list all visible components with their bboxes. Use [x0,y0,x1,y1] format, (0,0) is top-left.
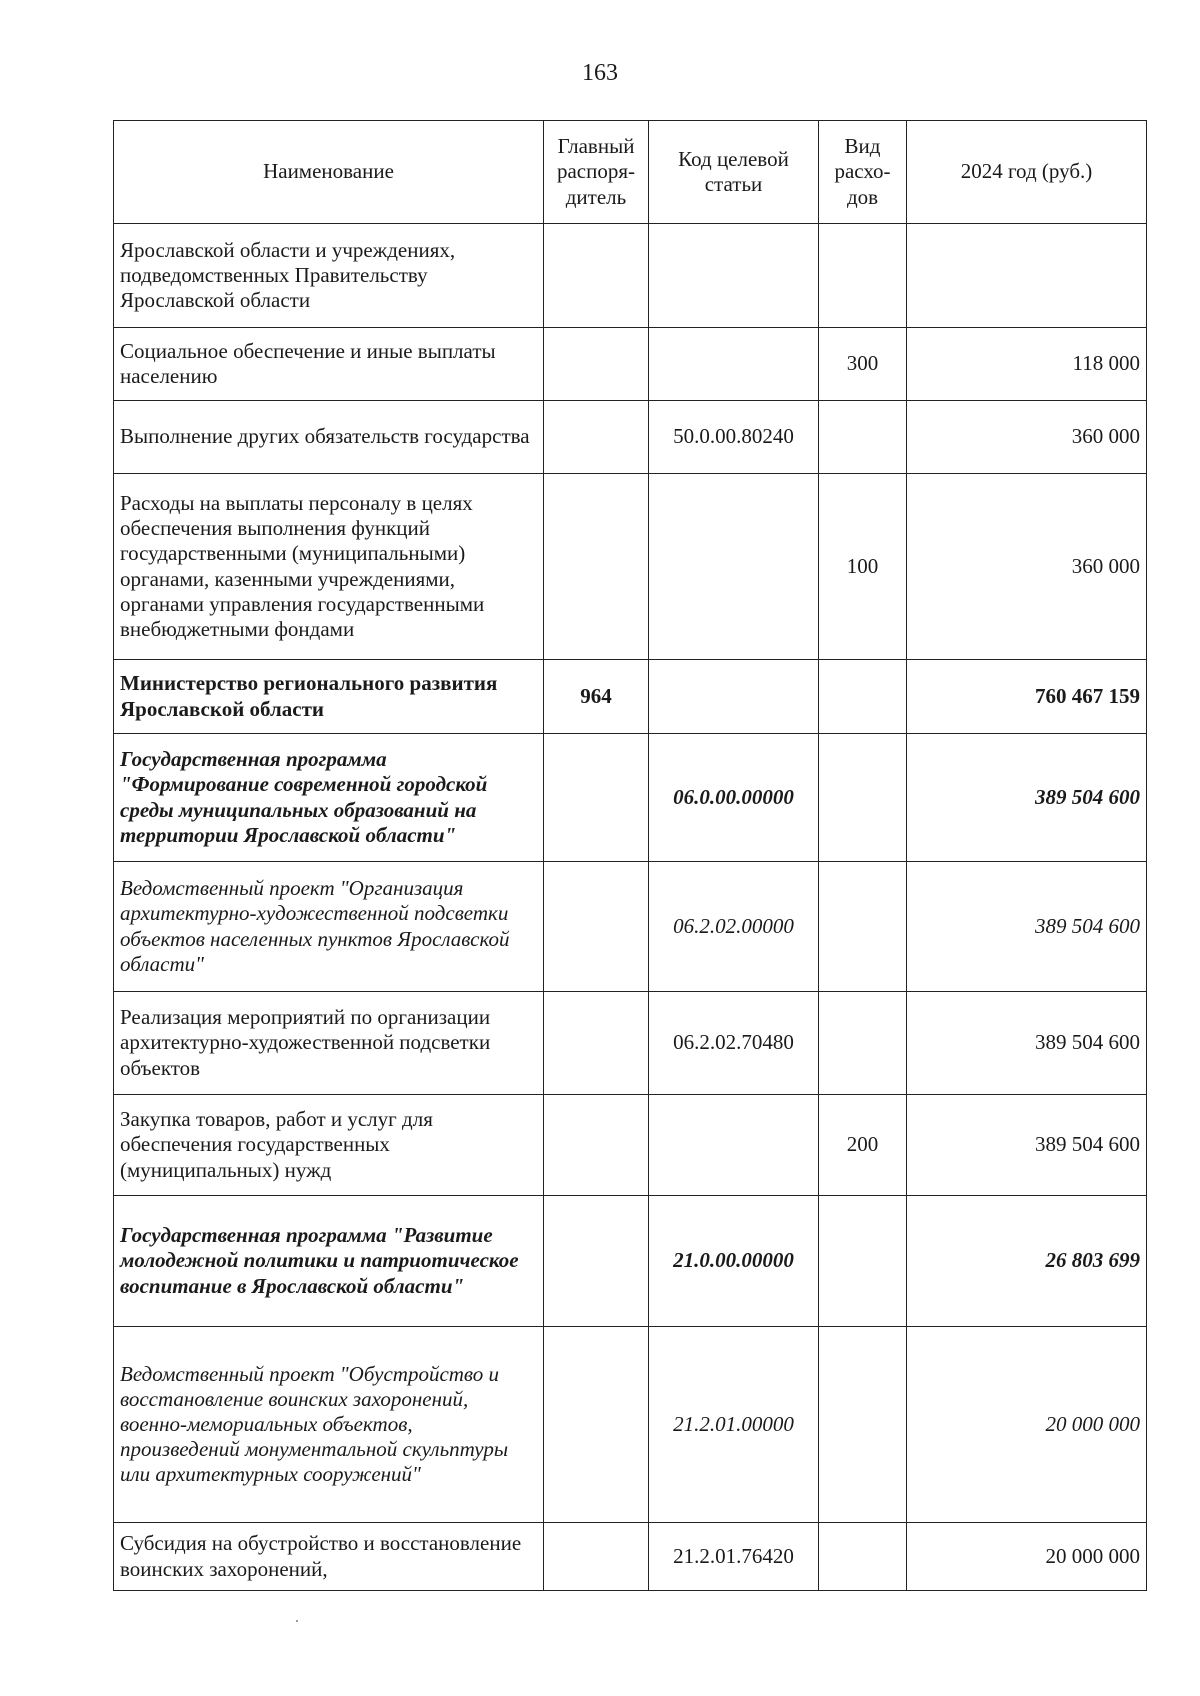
cell-type [819,992,907,1095]
cell-code [649,224,819,328]
cell-manager [544,401,649,474]
table-header-row [114,121,1147,224]
header-manager: Главный распоря-дитель [544,121,649,224]
cell-type [819,1327,907,1523]
cell-code [649,328,819,401]
cell-type [819,224,907,328]
cell-name: Субсидия на обустройство и восстановление воинских захоронений, [114,1523,544,1591]
table-row [114,1523,1147,1591]
cell-manager [544,328,649,401]
cell-amount: 389 504 600 [907,1095,1147,1196]
header-name: Наименование [114,121,544,224]
cell-manager [544,1196,649,1327]
table-row [114,1095,1147,1196]
cell-type [819,862,907,992]
cell-amount: 20 000 000 [907,1327,1147,1523]
table-row [114,224,1147,328]
cell-manager [544,1095,649,1196]
cell-name: Социальное обеспечение и иные выплаты населению [114,328,544,401]
cell-amount [907,224,1147,328]
cell-type [819,1196,907,1327]
cell-amount: 360 000 [907,474,1147,660]
cell-code: 21.2.01.76420 [649,1523,819,1591]
cell-manager [544,474,649,660]
header-amount: 2024 год (руб.) [907,121,1147,224]
page-number: 163 [582,60,618,86]
cell-type [819,734,907,862]
cell-code [649,660,819,734]
cell-amount: 389 504 600 [907,862,1147,992]
budget-table [113,120,1147,1591]
cell-amount: 389 504 600 [907,734,1147,862]
cell-manager: 964 [544,660,649,734]
cell-amount: 20 000 000 [907,1523,1147,1591]
cell-amount: 389 504 600 [907,992,1147,1095]
table-row [114,401,1147,474]
cell-code [649,1095,819,1196]
table-row [114,660,1147,734]
cell-code: 21.2.01.00000 [649,1327,819,1523]
table-row [114,992,1147,1095]
table-row [114,328,1147,401]
cell-type: 300 [819,328,907,401]
cell-manager [544,992,649,1095]
cell-name: Ведомственный проект "Организация архитектурно-художественной подсветки объектов населенных пунктов Ярославской области" [114,862,544,992]
cell-amount: 760 467 159 [907,660,1147,734]
table-row [114,474,1147,660]
cell-amount: 360 000 [907,401,1147,474]
cell-code: 21.0.00.00000 [649,1196,819,1327]
cell-type: 200 [819,1095,907,1196]
table-row [114,1196,1147,1327]
cell-name: Расходы на выплаты персоналу в целях обеспечения выполнения функций государственными (муниципальными) органами, казенными учреждениями, органами управления государственными внебюджетными фондами [114,474,544,660]
cell-code: 50.0.00.80240 [649,401,819,474]
cell-amount: 26 803 699 [907,1196,1147,1327]
cell-manager [544,734,649,862]
table-row [114,1327,1147,1523]
cell-name: Закупка товаров, работ и услуг для обеспечения государственных (муниципальных) нужд [114,1095,544,1196]
cell-name: Ярославской области и учреждениях, подведомственных Правительству Ярославской области [114,224,544,328]
cell-name: Реализация мероприятий по организации архитектурно-художественной подсветки объектов [114,992,544,1095]
cell-type [819,660,907,734]
cell-manager [544,1327,649,1523]
cell-name: Государственная программа "Развитие молодежной политики и патриотическое воспитание в Ярославской области" [114,1196,544,1327]
cell-manager [544,862,649,992]
header-code: Код целевой статьи [649,121,819,224]
cell-type: 100 [819,474,907,660]
cell-name: Государственная программа "Формирование современной городской среды муниципальных образований на территории Ярославской области" [114,734,544,862]
cell-type [819,401,907,474]
cell-name: Выполнение других обязательств государства [114,401,544,474]
cell-manager [544,1523,649,1591]
scan-artifact [296,1620,298,1622]
header-type: Вид расхо-дов [819,121,907,224]
cell-code: 06.2.02.70480 [649,992,819,1095]
cell-code: 06.2.02.00000 [649,862,819,992]
table-row [114,734,1147,862]
cell-code: 06.0.00.00000 [649,734,819,862]
cell-amount: 118 000 [907,328,1147,401]
table-row [114,862,1147,992]
cell-name: Ведомственный проект "Обустройство и восстановление воинских захоронений, военно-мемориальных объектов, произведений монументальной скульптуры или архитектурных сооружений" [114,1327,544,1523]
cell-code [649,474,819,660]
cell-type [819,1523,907,1591]
cell-manager [544,224,649,328]
cell-name: Министерство регионального развития Ярославской области [114,660,544,734]
